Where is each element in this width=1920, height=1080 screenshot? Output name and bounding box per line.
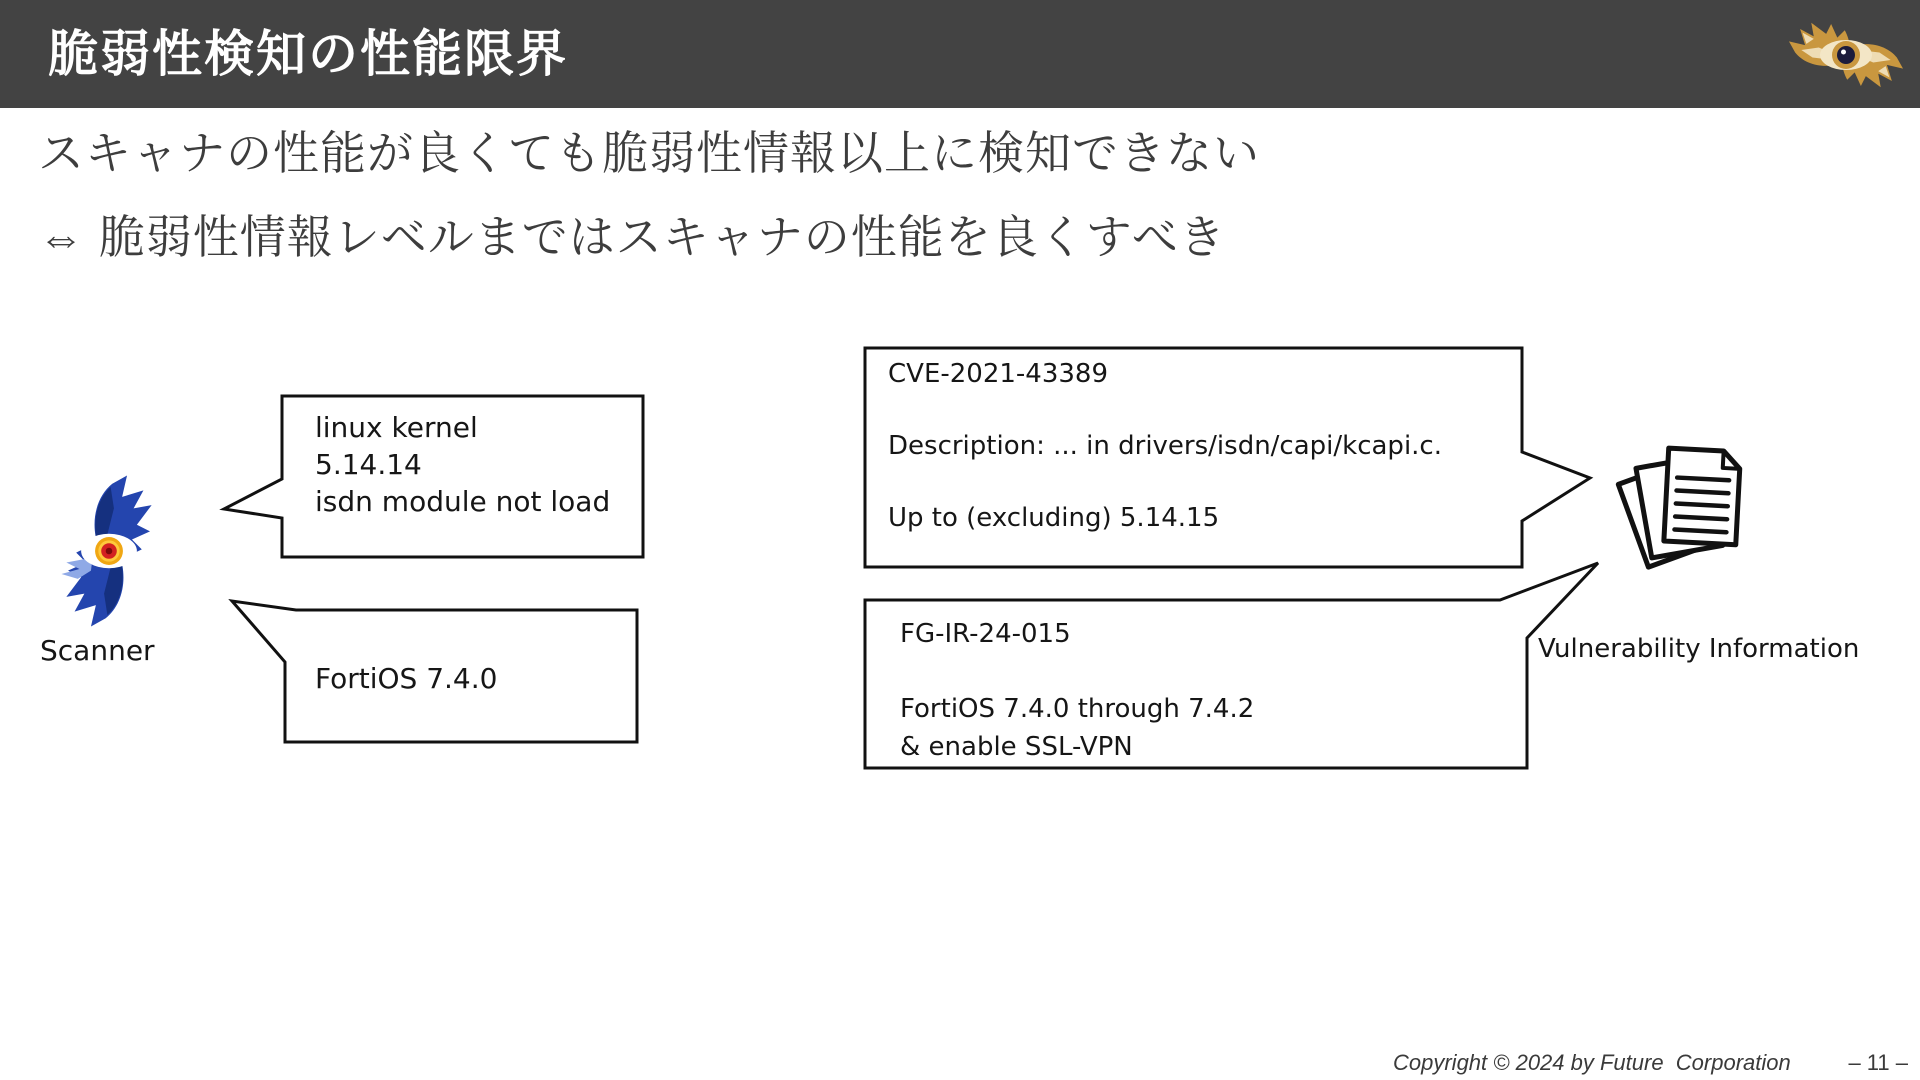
page-number: – 11 – bbox=[1848, 1050, 1908, 1075]
page-title: 脆弱性検知の性能限界 bbox=[48, 26, 568, 82]
scanner-pinwheel-eye-icon bbox=[61, 476, 151, 627]
subtitle-line-2: ⇔ 脆弱性情報レベルまではスキャナの性能を良くすべき bbox=[38, 211, 1226, 263]
bubble-fgir-line: FG-IR-24-015 bbox=[900, 619, 1071, 649]
scanner-eye bbox=[81, 534, 137, 568]
bubble-fortios-text bbox=[315, 660, 497, 697]
bubble-linux-text bbox=[315, 409, 610, 520]
bubble-linux-line: 5.14.14 bbox=[315, 448, 422, 481]
copyright-text: Copyright © 2024 by Future Corporation bbox=[1393, 1050, 1791, 1075]
document-stack-icon bbox=[1618, 448, 1740, 567]
bubble-linux-line: isdn module not load bbox=[315, 485, 611, 518]
bubble-cve-line: Up to (excluding) 5.14.15 bbox=[888, 503, 1220, 533]
bubble-fgir-text-2 bbox=[900, 690, 1254, 766]
vulnerability-information-label: Vulnerability Information bbox=[1538, 634, 1860, 664]
bubble-fgir-line: & enable SSL-VPN bbox=[900, 732, 1133, 762]
bubble-fortios-line: FortiOS 7.4.0 bbox=[315, 662, 498, 695]
scanner-label: Scanner bbox=[40, 634, 155, 667]
document-sheet-front bbox=[1664, 448, 1741, 545]
bubble-linux-line: linux kernel bbox=[315, 411, 478, 444]
bubble-cve-text bbox=[888, 338, 1442, 554]
bubble-cve-line: Description: ... in drivers/isdn/capi/kcapi.c. bbox=[888, 431, 1442, 461]
bubble-fgir-line: FortiOS 7.4.0 through 7.4.2 bbox=[900, 694, 1255, 724]
subtitle-line-1: スキャナの性能が良くても脆弱性情報以上に検知できない bbox=[38, 127, 1260, 179]
bubble-fgir-text bbox=[900, 612, 1071, 656]
bubble-cve-line: CVE-2021-43389 bbox=[888, 359, 1109, 389]
